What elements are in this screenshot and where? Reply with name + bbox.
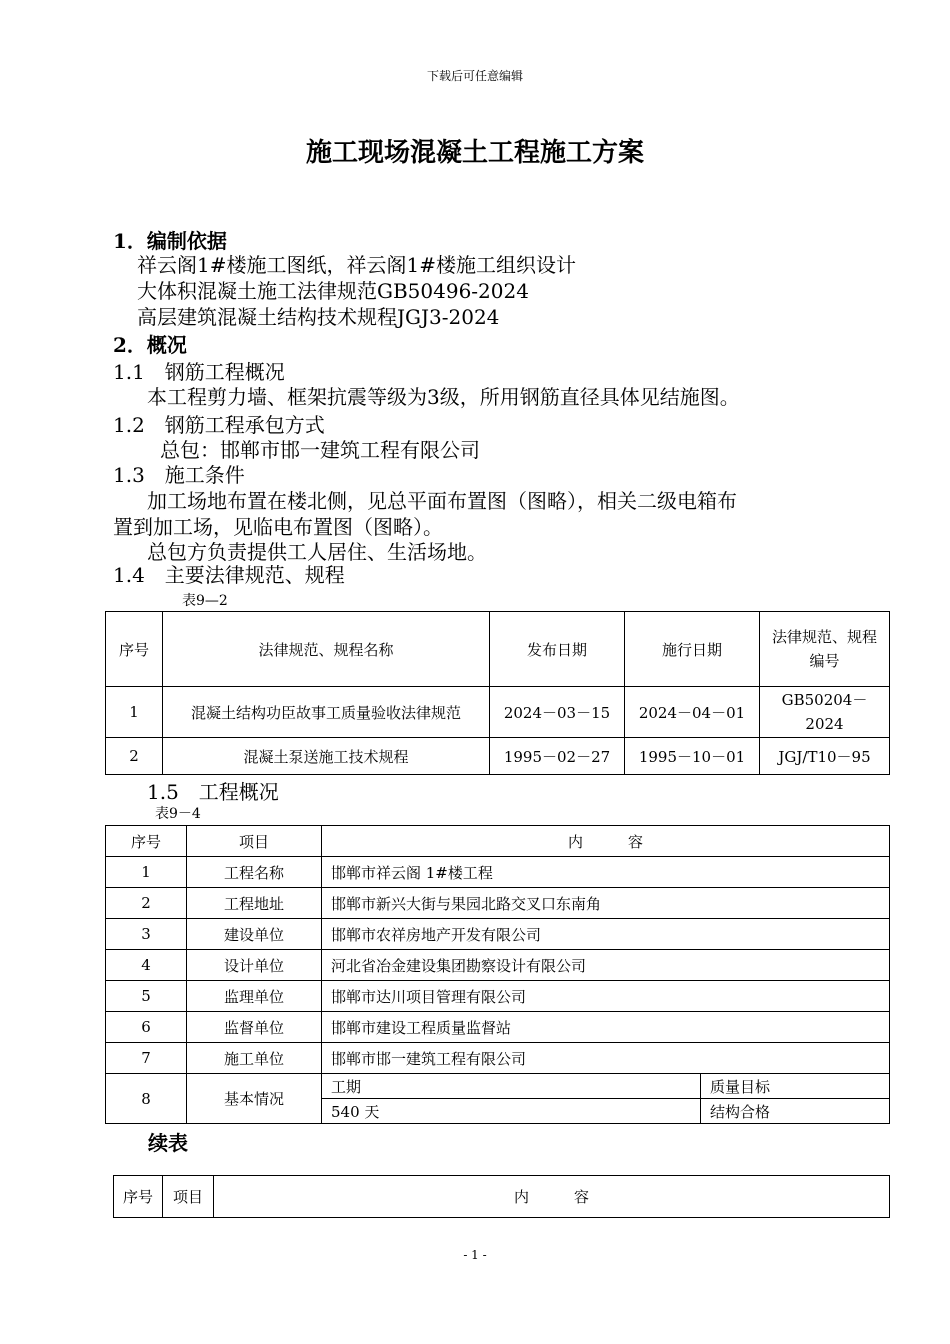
subsection-1-5-heading: 1.5 工程概况 [147, 780, 279, 804]
subsection-1-3-heading: 1.3 施工条件 [113, 463, 245, 487]
cell: 基本情况 [187, 1074, 322, 1124]
page-header: 下载后可任意编辑 [426, 69, 523, 83]
header-cell-text: 编号 [809, 652, 840, 670]
cell: 3 [106, 919, 187, 950]
header-cell: 序号 [106, 826, 187, 857]
subsection-1-3-text-2: 总包方负责提供工人居住、生活场地。 [147, 540, 487, 564]
subsection-1-3-text-line1: 加工场地布置在楼北侧，见总平面布置图（图略），相关二级电箱布 [147, 489, 737, 513]
subsection-1-4-heading: 1.4 主要法律规范、规程 [113, 563, 345, 587]
continued-table [113, 1175, 890, 1218]
subsection-1-2-text: 总包：邯郸市邯一建筑工程有限公司 [160, 438, 480, 462]
table-row [106, 687, 890, 738]
cell: 邯郸市邯一建筑工程有限公司 [322, 1043, 890, 1074]
table-row [106, 1012, 890, 1043]
header-cell: 发布日期 [490, 612, 625, 687]
cell: 1 [106, 857, 187, 888]
basis-item-2: 大体积混凝土施工法律规范GB50496-2024 [137, 279, 529, 303]
table-header-row [106, 612, 890, 687]
table-row [106, 738, 890, 775]
cell: 2 [106, 738, 163, 775]
cell-text: 2024 [805, 715, 844, 733]
table-row [106, 919, 890, 950]
cell: 6 [106, 1012, 187, 1043]
header-cell-text: 法律规范、规程 [771, 628, 877, 646]
cell: 混凝土结构功臣故事工质量验收法律规范 [163, 687, 490, 738]
cell: 5 [106, 981, 187, 1012]
table-header-row [106, 826, 890, 857]
cell: 质量目标 [701, 1074, 890, 1099]
basis-item-3: 高层建筑混凝土结构技术规程JGJ3-2024 [137, 305, 500, 329]
cell: 2 [106, 888, 187, 919]
table-row [106, 1074, 890, 1099]
cell: JGJ/T10－95 [760, 738, 890, 775]
subsection-1-2-heading: 1.2 钢筋工程承包方式 [113, 413, 325, 437]
cell: 结构合格 [701, 1099, 890, 1124]
cell: 邯郸市祥云阁 1#楼工程 [322, 857, 890, 888]
cell: 工程名称 [187, 857, 322, 888]
cell: 施工单位 [187, 1043, 322, 1074]
header-cell: 法律规范、规程名称 [163, 612, 490, 687]
cell: 7 [106, 1043, 187, 1074]
cell [760, 687, 890, 738]
cell: 河北省冶金建设集团勘察设计有限公司 [322, 950, 890, 981]
cell: 监督单位 [187, 1012, 322, 1043]
header-cell: 项目 [163, 1176, 214, 1218]
basis-item-1: 祥云阁1#楼施工图纸，祥云阁1#楼施工组织设计 [137, 253, 576, 277]
header-cell: 内 容 [214, 1176, 890, 1218]
page-number: - 1 - [463, 1248, 487, 1262]
table-header-row [114, 1176, 890, 1218]
regulations-table [105, 611, 890, 775]
cell: 工程地址 [187, 888, 322, 919]
cell: 2024－04－01 [625, 687, 760, 738]
cell: 邯郸市达川项目管理有限公司 [322, 981, 890, 1012]
cell-text: GB50204－ [781, 691, 868, 709]
cell: 设计单位 [187, 950, 322, 981]
cell: 4 [106, 950, 187, 981]
header-cell: 序号 [106, 612, 163, 687]
cell: 邯郸市新兴大街与果园北路交叉口东南角 [322, 888, 890, 919]
table1-caption: 表9—2 [182, 593, 228, 609]
header-cell [760, 612, 890, 687]
header-cell: 项目 [187, 826, 322, 857]
document-title: 施工现场混凝土工程施工方案 [305, 138, 644, 168]
project-overview-table [105, 825, 890, 1124]
cell: 建设单位 [187, 919, 322, 950]
cell: 1995－10－01 [625, 738, 760, 775]
table-row [106, 857, 890, 888]
cell: 2024－03－15 [490, 687, 625, 738]
table-row [106, 888, 890, 919]
subsection-1-3-text-line2: 置到加工场，见临电布置图（图略）。 [113, 515, 443, 539]
header-cell: 内 容 [322, 826, 890, 857]
cell: 540 天 [322, 1099, 701, 1124]
cell: 监理单位 [187, 981, 322, 1012]
section-2-heading: 2．概况 [113, 333, 187, 357]
cell: 邯郸市农祥房地产开发有限公司 [322, 919, 890, 950]
section-1-heading: 1．编制依据 [113, 229, 227, 253]
header-cell: 序号 [114, 1176, 163, 1218]
cell: 1 [106, 687, 163, 738]
cell: 邯郸市建设工程质量监督站 [322, 1012, 890, 1043]
table-row [106, 981, 890, 1012]
continued-table-label: 续表 [148, 1131, 188, 1155]
header-cell: 施行日期 [625, 612, 760, 687]
subsection-1-1-heading: 1.1 钢筋工程概况 [113, 360, 285, 384]
cell: 工期 [322, 1074, 701, 1099]
cell: 8 [106, 1074, 187, 1124]
table-row [106, 1043, 890, 1074]
table2-caption: 表9－4 [155, 806, 201, 822]
cell: 1995－02－27 [490, 738, 625, 775]
cell: 混凝土泵送施工技术规程 [163, 738, 490, 775]
table-row [106, 950, 890, 981]
subsection-1-1-text: 本工程剪力墙、框架抗震等级为3级，所用钢筋直径具体见结施图。 [147, 385, 740, 409]
